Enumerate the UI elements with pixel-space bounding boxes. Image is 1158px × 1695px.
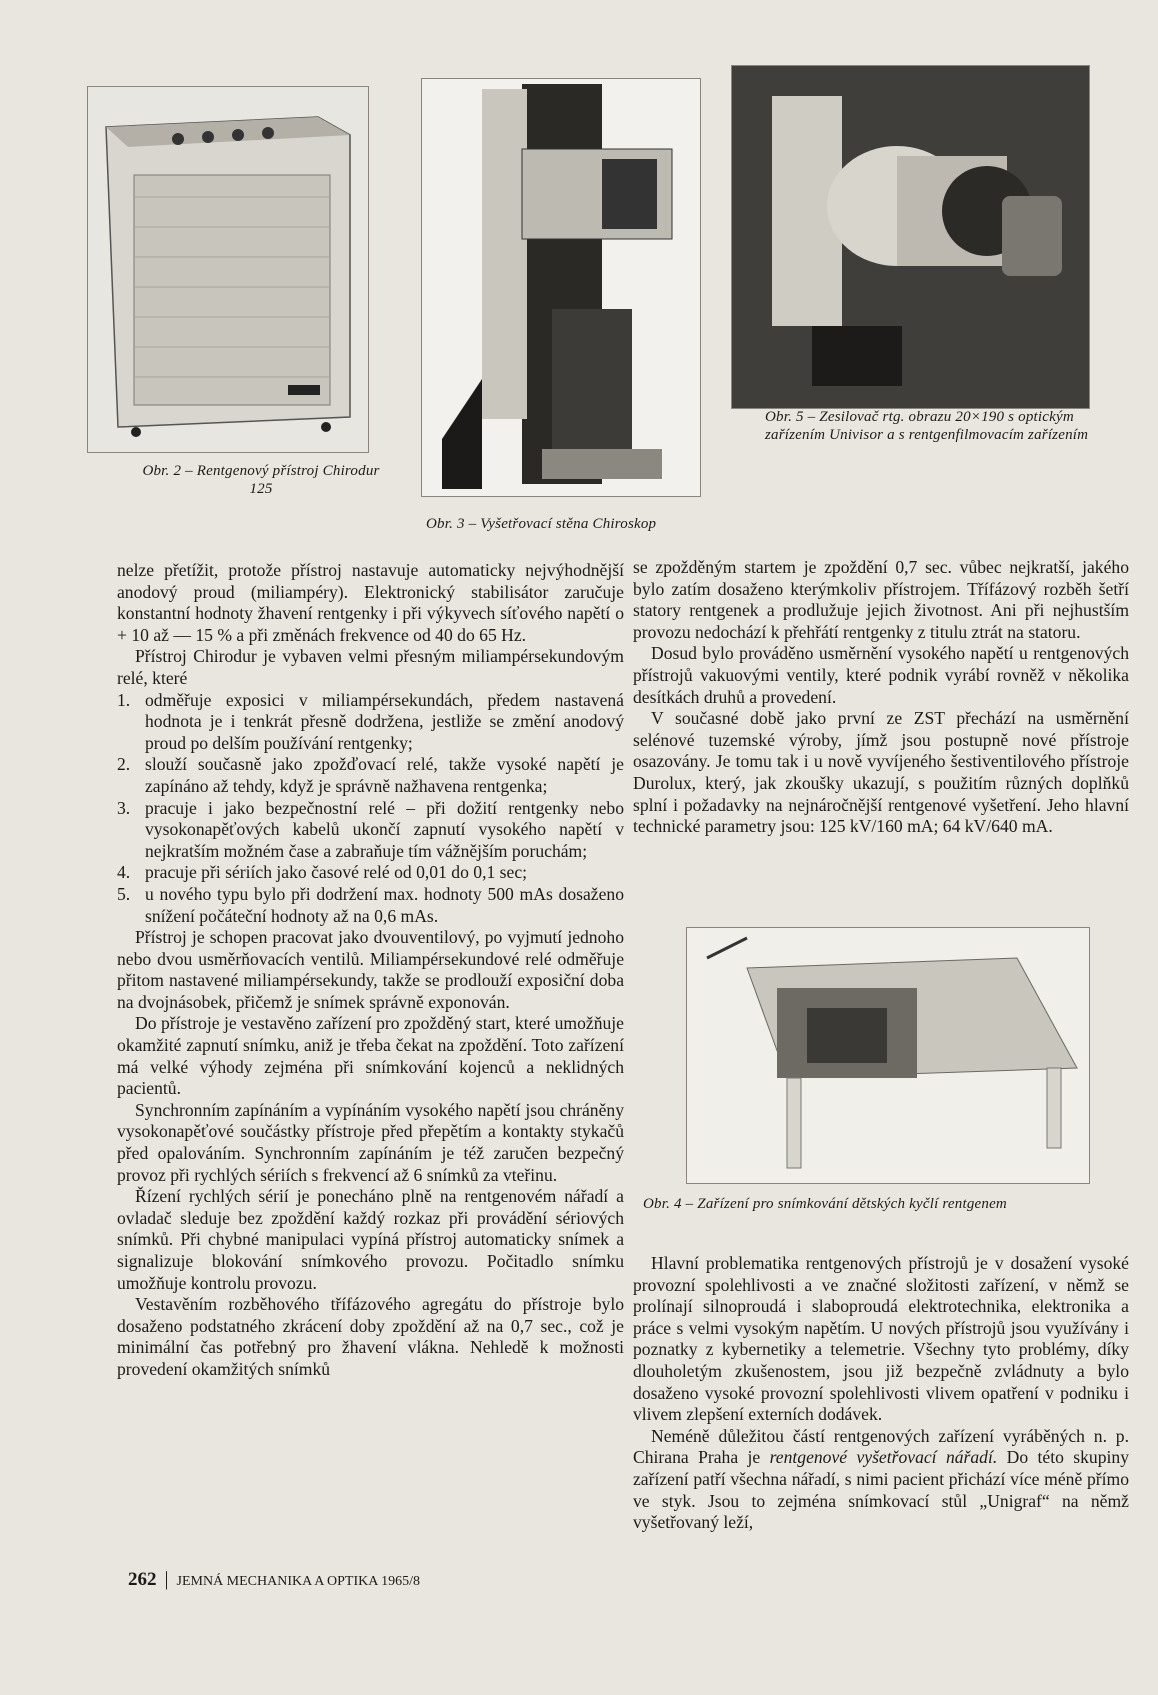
photo-hip-imaging-table (686, 927, 1090, 1184)
page-number: 262 (128, 1569, 157, 1590)
paragraph: nelze přetížit, protože přístroj nastavuje automaticky nejvýhodnější anodový proud (miliampéry). Elektronický stabilisátor zaručuje konstantní hodnoty žhavení rentgenky i při výkyvech síťového napětí o + 10 až — 15 % a při změnách frekvence od 40 do 65 Hz. (117, 560, 624, 645)
paragraph: se zpožděným startem je zpoždění 0,7 sec. vůbec nejkratší, jakého bylo zatím dosaženo kterýmkoliv přístrojem. Třífázový rozběh šetří statory rentgenek a prodlužuje jejich životnost. Ani při nejhustším provozu nedochází k přehřátí rentgenky z titulu ztrát na statoru. (633, 557, 1129, 642)
list-item: 1. odměřuje exposici v miliampérsekundách, předem nastavená hodnota je i tenkrát přesně dodržena, jestliže se změní anodový proud po delším používání rentgenky; (117, 689, 624, 753)
paragraph: Synchronním zapínáním a vypínáním vysokého napětí jsou chráněny vysokonapěťové součástky přístroje před přepětím a kontakty stykačů před opalováním. Synchronním zapínáním je též zaručen bezpečný provoz při rychlých sériích s frekvencí až 6 snímků za vteřinu. (117, 1099, 624, 1185)
page-footer (128, 1568, 420, 1591)
paragraph: Dosud bylo prováděno usměrnění vysokého napětí u rentgenových přístrojů vakuovými ventily, které podnik vyrábí rovněž v několika desítkách druhů a provedení. (633, 643, 1129, 707)
caption-fig3: Obr. 3 – Vyšetřovací stěna Chiroskop (426, 516, 657, 532)
caption-fig2: Obr. 2 – Rentgenový přístroj Chirodur 125 (142, 463, 380, 497)
photo-image-intensifier (731, 65, 1090, 409)
paragraph: Vestavěním rozběhového třífázového agregátu do přístroje bylo dosaženo podstatného zkrácení doby zpoždění až na 0,7 sec., což je minimální čas potřebný pro žhavení vlákna. Nehledě k možnosti provedení okamžitých snímků (117, 1294, 624, 1379)
paragraph: Přístroj Chirodur je vybaven velmi přesným miliampérsekundovým relé, které (117, 646, 624, 688)
photo-chirodur-device (87, 86, 369, 453)
paragraph: Řízení rychlých sérií je ponecháno plně na rentgenovém nářadí a ovladač sleduje bez zpoždění každý rozkaz při provádění sériových snímků. Při chybné manipulaci vypíná přístroj automaticky snímek a signalizuje blokování snímkového provozu. Počitadlo snímku umožňuje kontrolu provozu. (117, 1186, 624, 1293)
caption-fig4: Obr. 4 – Zařízení pro snímkování dětských kyčlí rentgenem (643, 1196, 1007, 1212)
list-item: 4. pracuje při sériích jako časové relé od 0,01 do 0,1 sec; (117, 862, 528, 883)
paragraph: Hlavní problematika rentgenových přístrojů je v dosažení vysoké provozní spolehlivosti a ve značné složitosti zařízení, v němž se prolínají silnoproudá i slaboproudá elektrotechnika, elektronika a práce s velmi vysokým napětím. U nových přístrojů jsou využívány i poznatky z kybernetiky a telemetrie. Všechny tyto problémy, díky dlouholetým zkušenostem, jsou již bezpečně zvládnuty a bylo dosaženo vysoké provozní spolehlivosti vlivem opatření v podniku i vlivem zlepšení externích dodávek. (633, 1253, 1129, 1425)
photo-chiroskop-wall (421, 78, 701, 497)
paragraph: Přístroj je schopen pracovat jako dvouventilový, po vyjmutí jednoho nebo dvou usměrňovacích ventilů. Miliampérsekundové relé odměřuje přitom nastavené miliampérsekundy, takže se prodlouží exposiční doba na dvojnásobek, přičemž je snímek správně exponován. (117, 927, 624, 1012)
journal-title: JEMNÁ MECHANIKA A OPTIKA 1965/8 (176, 1574, 420, 1589)
right-text-column-bottom (633, 1253, 1129, 1534)
relay-functions-list (117, 690, 624, 928)
list-item: 3. pracuje i jako bezpečnostní relé – při dožití rentgenky nebo vysokonapěťových kabelů ukončí zapnutí vysokého napětí v nejkratším možném čase a zabraňuje tím vážnějším poruchám; (117, 797, 624, 861)
left-text-column (117, 560, 624, 1381)
list-item: 5. u nového typu bylo při dodržení max. hodnoty 500 mAs dosaženo snížení počáteční hodnoty až na 0,6 mAs. (117, 883, 624, 926)
paragraph: Neméně důležitou částí rentgenových zařízení vyráběných n. p. Chirana Praha je rentgenové vyšetřovací nářadí. Do této skupiny zařízení patří všechna nářadí, s nimi pacient přichází více méně přímo ve styk. Jsou to zejména snímkovací stůl „Unigraf“ na němž vyšetřovaný leží, (633, 1425, 1129, 1533)
caption-fig5: Obr. 5 – Zesilovač rtg. obrazu 20×190 s optickým zařízením Univisor a s rentgenfilmovacím zařízením (765, 409, 1089, 443)
paragraph: Do přístroje je vestavěno zařízení pro zpožděný start, které umožňuje okamžité zapnutí snímku, aniž je třeba čekat na zpoždění. Toto zařízení má velké výhody zejména při snímkování kojenců a neklidných pacientů. (117, 1013, 624, 1099)
paragraph: V současné době jako první ze ZST přechází na usměrnění selénové tuzemské výroby, jímž jsou postupně nové přístroje osazovány. Je tomu tak i u nově vyvíjeného šestiventilového přístroje Durolux, který, jak zkoušky ukazují, s použitím různých doplňků splní i požadavky na nejnáročnější rentgenové vyšetření. Jeho hlavní technické parametry jsou: 125 kV/160 mA; 64 kV/640 mA. (633, 708, 1129, 837)
footer-separator: | (164, 1568, 169, 1590)
right-text-column-top (633, 557, 1129, 838)
list-item: 2. slouží současně jako zpožďovací relé, takže vysoké napětí je zapínáno až tehdy, když je správně nažhavena rentgenka; (117, 754, 624, 796)
